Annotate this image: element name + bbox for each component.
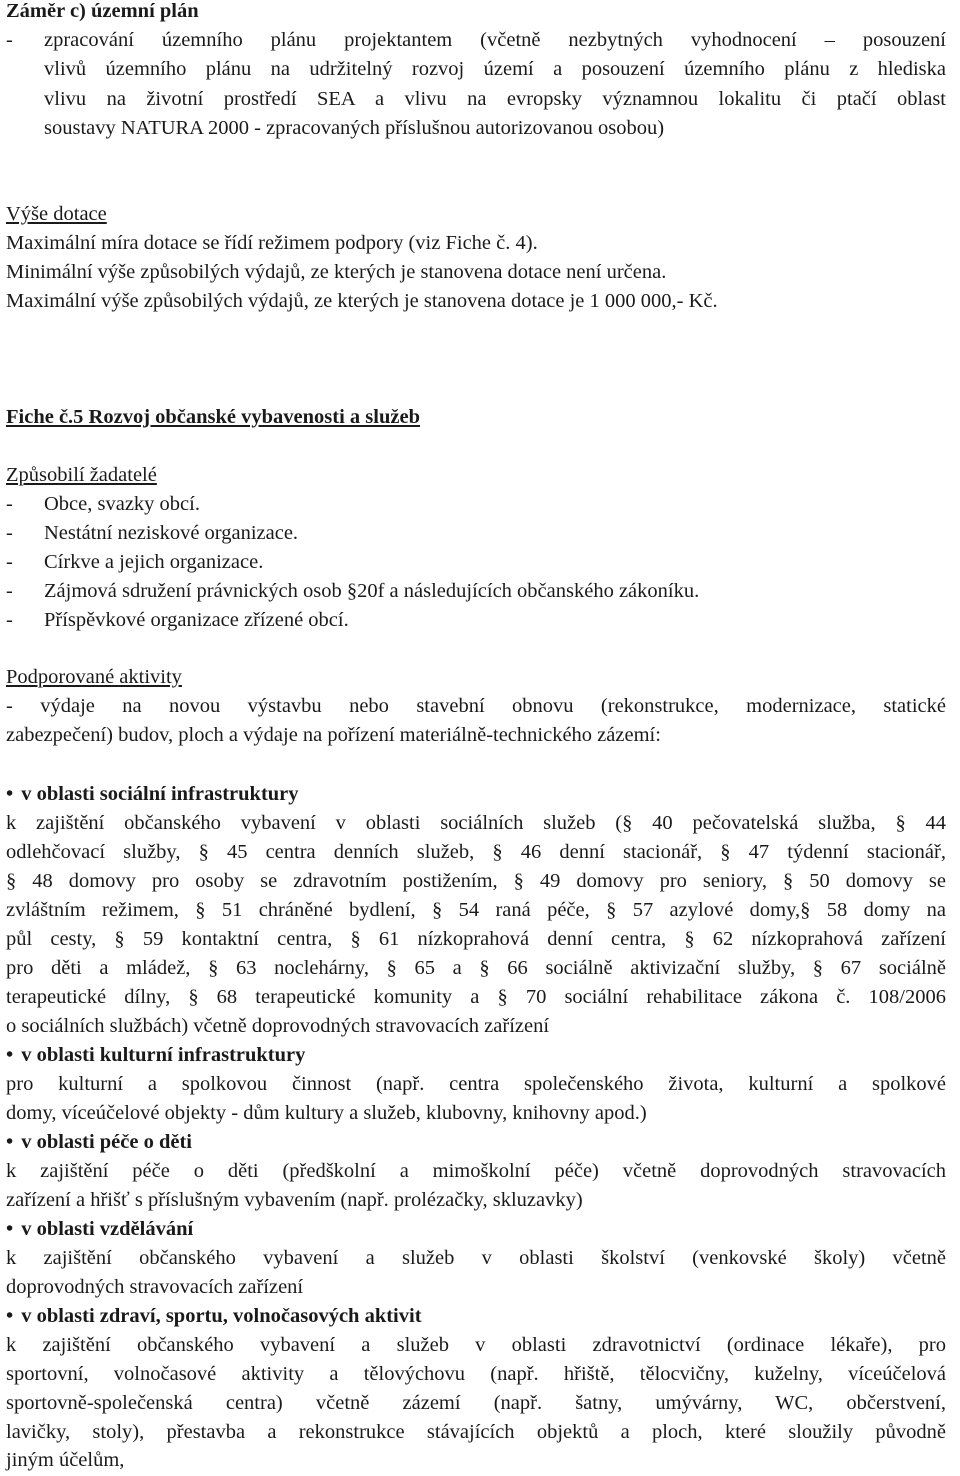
group-social-line: odlehčovací služby, § 45 centra denních služeb, § 46 denní stacionář, § 47 týdenní stacionář, — [6, 841, 946, 863]
aktivity-intro-2: zabezpečení) budov, ploch a výdaje na pořízení materiálně-technického zázemí: — [6, 724, 661, 746]
group-social-line: půl cesty, § 59 kontaktní centra, § 61 nízkoprahová denní centra, § 62 nízkoprahová zařízení — [6, 928, 946, 950]
fiche-title: Fiche č.5 Rozvoj občanské vybavenosti a služeb — [6, 406, 420, 428]
group-education-title: • v oblasti vzdělávání — [6, 1215, 946, 1244]
section-c-heading: Záměr c) územní plán — [6, 0, 199, 22]
zadatele-item-5: Příspěvkové organizace zřízené obcí. — [44, 609, 349, 631]
section-c-line-2: vlivů územního plánu na udržitelný rozvoj území a posouzení územního plánu z hlediska — [44, 58, 946, 80]
section-c-line-3: vlivu na životní prostředí SEA a vlivu na evropsky významnou lokalitu či ptačí oblast — [44, 88, 946, 110]
zadatele-heading: Způsobilí žadatelé — [6, 464, 157, 486]
aktivity-intro-1: - výdaje na novou výstavbu nebo stavební obnovu (rekonstrukce, modernizace, statické — [6, 695, 946, 717]
group-culture-title: • v oblasti kulturní infrastruktury — [6, 1041, 946, 1070]
aktivity-heading: Podporované aktivity — [6, 666, 182, 688]
group-education-line: k zajištění občanského vybavení a služeb v oblasti školství (venkovské školy) včetně — [6, 1247, 946, 1269]
group-health-sport-line: k zajištění občanského vybavení a služeb v oblasti zdravotnictví (ordinace lékaře), pro — [6, 1334, 946, 1356]
zadatele-dash-2: - — [6, 522, 13, 544]
group-childcare-line: zařízení a hřišť s příslušným vybavením (např. prolézačky, skluzavky) — [6, 1189, 583, 1211]
group-childcare-title: • v oblasti péče o děti — [6, 1128, 946, 1157]
group-social-line: § 48 domovy pro osoby se zdravotním postižením, § 49 domovy pro seniory, § 50 domovy se — [6, 870, 946, 892]
group-health-sport-line: sportovně-společenská centra) včetně zázemí (např. šatny, umývárny, WC, občerstvení, — [6, 1392, 946, 1414]
zadatele-dash-4: - — [6, 580, 13, 602]
group-social-line: k zajištění občanského vybavení v oblasti sociálních služeb (§ 40 pečovatelská služba, § 44 — [6, 812, 946, 834]
zadatele-item-3: Církve a jejich organizace. — [44, 551, 264, 573]
group-social-line: o sociálních službách) včetně doprovodných stravovacích zařízení — [6, 1015, 550, 1037]
group-culture-line: pro kulturní a spolkovou činnost (např. centra společenského života, kulturní a spolkové — [6, 1073, 946, 1095]
group-social-line: pro děti a mládež, § 63 noclehárny, § 65 a § 66 sociálně aktivizační služby, § 67 sociálně — [6, 957, 946, 979]
vyse-dotace-line-3: Maximální výše způsobilých výdajů, ze kterých je stanovena dotace je 1 000 000,- Kč. — [6, 290, 718, 312]
group-health-sport-title: • v oblasti zdraví, sportu, volnočasových aktivit — [6, 1302, 946, 1331]
group-childcare-line: k zajištění péče o děti (předškolní a mimoškolní péče) včetně doprovodných stravovacích — [6, 1160, 946, 1182]
vyse-dotace-heading: Výše dotace — [6, 203, 107, 225]
zadatele-item-4: Zájmová sdružení právnických osob §20f a následujících občanského zákoníku. — [44, 580, 700, 602]
section-c-line-1: zpracování územního plánu projektantem (včetně nezbytných vyhodnocení – posouzení — [44, 29, 946, 51]
group-education-line: doprovodných stravovacích zařízení — [6, 1276, 304, 1298]
vyse-dotace-line-2: Minimální výše způsobilých výdajů, ze kterých je stanovena dotace není určena. — [6, 261, 667, 283]
zadatele-dash-1: - — [6, 493, 13, 515]
zadatele-item-2: Nestátní neziskové organizace. — [44, 522, 299, 544]
vyse-dotace-line-1: Maximální míra dotace se řídí režimem podpory (viz Fiche č. 4). — [6, 232, 538, 254]
zadatele-dash-5: - — [6, 609, 13, 631]
group-health-sport-line: sportovní, volnočasové aktivity a tělovýchovu (např. hřiště, tělocvičny, kuželny, víceúčelová — [6, 1363, 946, 1385]
group-health-sport-line: jiným účelům, — [6, 1449, 125, 1471]
group-social-title: • v oblasti sociální infrastruktury — [6, 780, 946, 809]
group-social-line: terapeutické dílny, § 68 terapeutické komunity a § 70 sociální rehabilitace zákona č. 108/2006 — [6, 986, 946, 1008]
group-social-line: zvláštním režimem, § 51 chráněné bydlení, § 54 raná péče, § 57 azylové domy,§ 58 domy na — [6, 899, 946, 921]
group-culture-line: domy, víceúčelové objekty - dům kultury a služeb, klubovny, knihovny apod.) — [6, 1102, 647, 1124]
group-health-sport-line: lavičky, stoly), přestavba a rekonstrukce stávajících objektů a ploch, které sloužily původně — [6, 1421, 946, 1443]
section-c-line-4: soustavy NATURA 2000 - zpracovaných příslušnou autorizovanou osobou) — [44, 117, 665, 139]
zadatele-item-1: Obce, svazky obcí. — [44, 493, 200, 515]
section-c-dash: - — [6, 29, 13, 51]
zadatele-dash-3: - — [6, 551, 13, 573]
